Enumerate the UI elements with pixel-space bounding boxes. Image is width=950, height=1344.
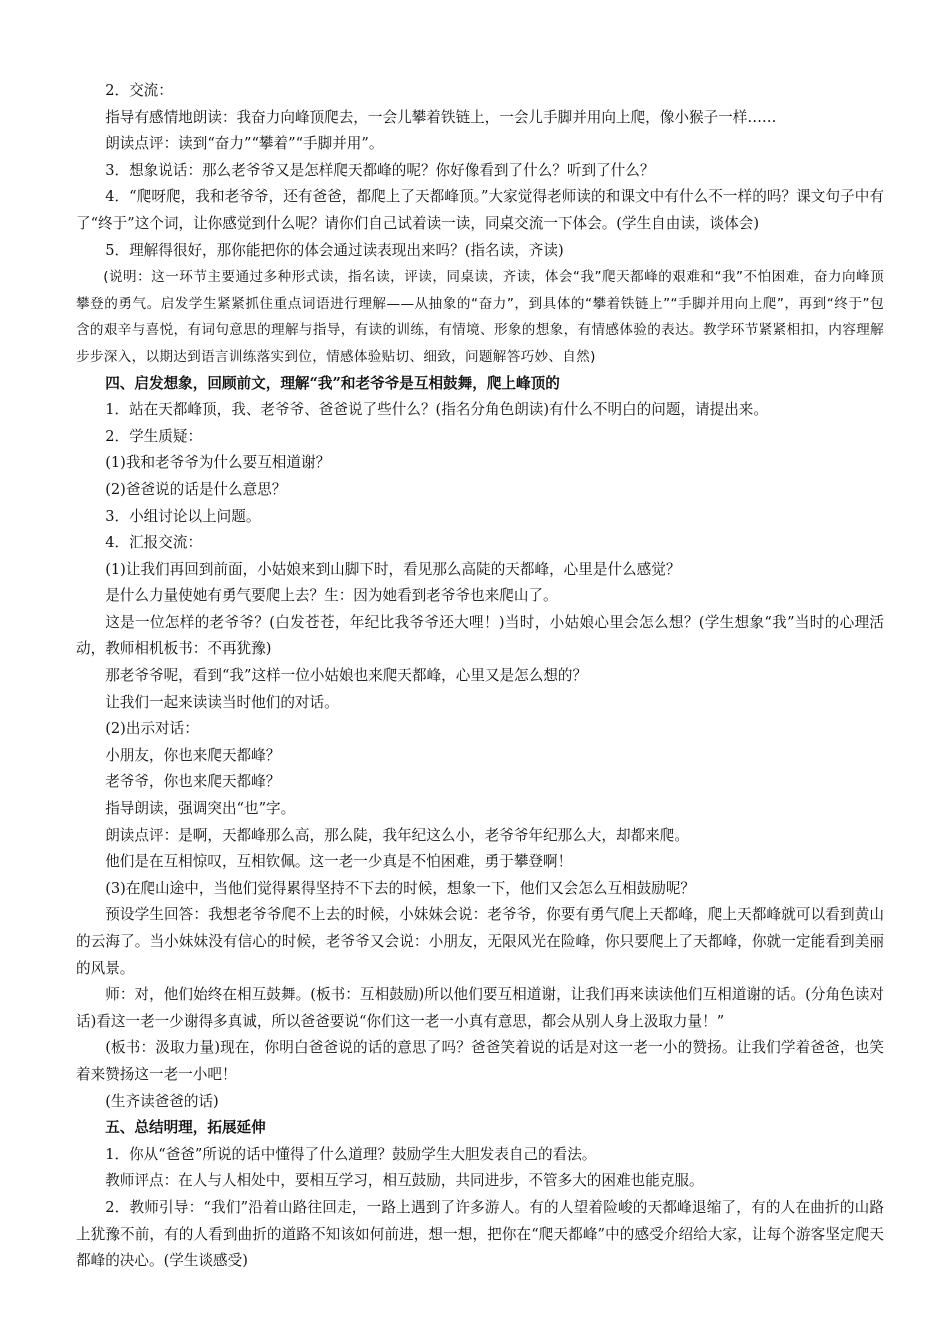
step-3-imagine: 3．想象说话：那么老爷爷又是怎样爬天都峰的呢？你好像看到了什么？听到了什么？ xyxy=(105,161,655,179)
group-reading: (生齐读爸爸的话) xyxy=(105,1092,219,1110)
reading-comment: 朗读点评：读到“奋力”“攀着”“手脚并用”。 xyxy=(105,135,384,153)
section-heading-5: 五、总结明理，拓展延伸 xyxy=(105,1119,266,1137)
question-2: (2)爸爸说的话是什么意思？ xyxy=(105,480,287,498)
report-2: (2)出示对话： xyxy=(105,720,199,738)
report-1-grandpa: 这是一位怎样的老爷爷？(白发苍苍，年纪比我爷爷还大哩！)当时，小姑娘心里会怎么想？(学生想象“我”当时的心理活动，教师相机板书：不再犹豫) xyxy=(76,613,884,658)
expected-answer: 预设学生回答：我想老爷爷爬不上去的时候，小妹妹会说：老爷爷，你要有勇气爬上天都峰，爬上天都峰就可以看到黄山的云海了。当小妹妹没有信心的时候，老爷爷又会说：小朋友，无限风光在险峰，你只要爬上了天都峰，你就一定能看到美丽的风景。 xyxy=(76,906,884,977)
report-1-read: 让我们一起来读读当时他们的对话。 xyxy=(105,693,339,711)
step-5-reading: 5．理解得很好，那你能把你的体会通过读表现出来吗？(指名读，齐读) xyxy=(105,241,564,259)
teacher-remark: 师：对，他们始终在相互鼓舞。(板书：互相鼓励)所以他们要互相道谢，让我们再来读读他们互相道谢的话。(分角色读对话)看这一老一少谢得多真诚，所以爸爸要说“你们这一老一小真有意思，都会从别人身上汲取力量！” xyxy=(76,986,884,1030)
mutual-admiration: 他们是在互相惊叹，互相钦佩。这一老一少真是不怕困难，勇于攀登啊！ xyxy=(105,853,573,871)
question-1: (1)我和老爷爷为什么要互相道谢？ xyxy=(105,454,331,472)
section4-item-3: 3．小组讨论以上问题。 xyxy=(105,507,261,525)
section4-item-2: 2．学生质疑： xyxy=(105,427,203,445)
reading-guidance: 指导有感情地朗读：我奋力向峰顶爬去，一会儿攀着铁链上，一会儿手脚并用向上爬，像小猴子一样…… xyxy=(105,108,777,126)
reading-comment-2: 朗读点评：是啊，天都峰那么高，那么陡，我年纪这么小，老爷爷年纪那么大，却都来爬。 xyxy=(105,826,689,844)
report-3: (3)在爬山途中，当他们觉得累得坚持不下去的时候，想象一下，他们又会怎么互相鼓励呢？ xyxy=(105,879,696,897)
section5-item-1: 1．你从“爸爸”所说的话中懂得了什么道理？鼓励学生大胆发表自己的看法。 xyxy=(105,1145,597,1163)
section4-item-1: 1．站在天都峰顶，我、老爷爷、爸爸说了些什么？(指名分角色朗读)有什么不明白的问题，请提出来。 xyxy=(105,401,768,419)
teacher-comment: 教师评点：在人与人相处中，要相互学习，相互鼓励，共同进步，不管多大的困难也能克服。 xyxy=(105,1172,704,1190)
dialogue-line-2: 老爷爷，你也来爬天都峰？ xyxy=(105,773,281,791)
step-2-exchange: 2．交流： xyxy=(105,82,173,99)
section-heading-4: 四、启发想象，回顾前文，理解“我”和老爷爷是互相鼓舞，爬上峰顶的 xyxy=(105,374,560,392)
explanation-note: (说明：这一环节主要通过多种形式读，指名读，评读，同桌读，齐读，体会“我”爬天都峰的艰难和“我”不怕困难，奋力向峰顶攀登的勇气。启发学生紧紧抓住重点词语进行理解——从抽象的“奋力”，到具体的“攀着铁链上”“手脚并用向上爬”，再到“终于”包含的艰辛与喜悦，有词句意思的理解与指导，有读的训练，有情境、形象的想象，有情感体验的表达。教学环节紧紧相扣，内容理解步步深入，以期达到语言训练落实到位，情感体验贴切、细致，问题解答巧妙、自然) xyxy=(76,269,884,365)
dialogue-line-1: 小朋友，你也来爬天都峰？ xyxy=(105,746,281,764)
report-1-grandpa-think: 那老爷爷呢，看到“我”这样一位小姑娘也来爬天都峰，心里又是怎么想的？ xyxy=(105,667,588,685)
report-1-answer: 是什么力量使她有勇气要爬上去？生：因为她看到老爷爷也来爬山了。 xyxy=(105,587,558,605)
step-4-reading: 4．“爬呀爬，我和老爷爷，还有爸爸，都爬上了天都峰顶。”大家觉得老师读的和课文中有什么不一样的吗？课文句子中有了“终于”这个词，让你感觉到什么呢？请你们自己试着读一读，同桌交流一下体会。(学生自由读，谈体会) xyxy=(76,188,884,232)
blackboard-note: (板书：汲取力量)现在，你明白爸爸说的话的意思了吗？爸爸笑着说的话是对这一老一小的赞扬。让我们学着爸爸，也笑着来赞扬这一老一小吧！ xyxy=(76,1039,884,1083)
document-page xyxy=(76,78,884,1275)
report-1: (1)让我们再回到前面，小姑娘来到山脚下时，看见那么高陡的天都峰，心里是什么感觉？ xyxy=(105,560,681,578)
section5-item-2: 2．教师引导：“我们”沿着山路往回走，一路上遇到了许多游人。有的人望着险峻的天都峰退缩了，有的人在曲折的山路上犹豫不前，有的人看到曲折的道路不知该如何前进，想一想，把你在“爬天都峰”中的感受介绍给大家，让每个游客坚定爬天都峰的决心。(学生谈感受) xyxy=(76,1198,884,1270)
section4-item-4: 4．汇报交流： xyxy=(105,534,203,552)
reading-guidance-2: 指导朗读，强调突出“也”字。 xyxy=(105,800,296,818)
